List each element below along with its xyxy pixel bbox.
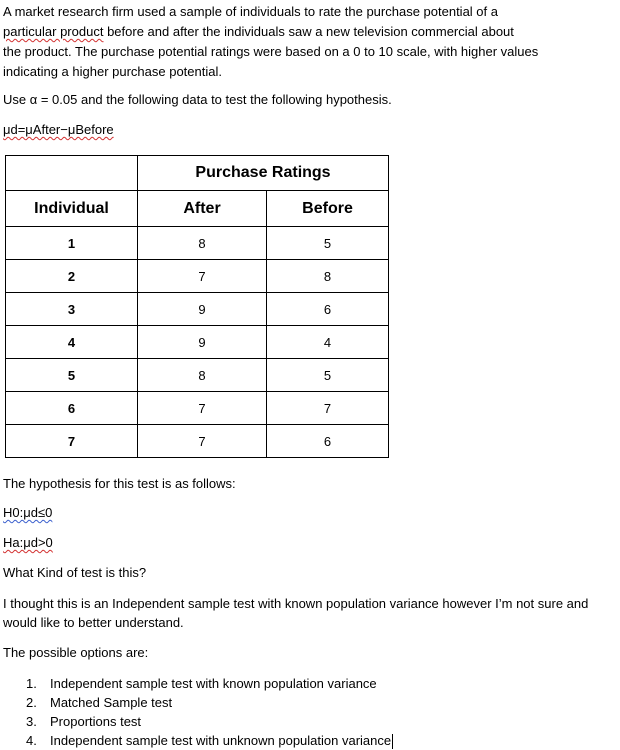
intro-line-1: A market research firm used a sample of individuals to rate the purchase potential of a	[3, 4, 498, 19]
cell-individual: 2	[6, 260, 138, 293]
cell-individual: 3	[6, 293, 138, 326]
table-title-row	[6, 156, 389, 191]
ratings-table	[5, 155, 389, 458]
cell-before: 6	[267, 293, 389, 326]
list-item-number: 3.	[26, 714, 37, 729]
intro-line-2-rest: before and after the individuals saw a new television commercial about	[103, 24, 514, 39]
options-intro: The possible options are:	[3, 645, 149, 660]
cell-after: 8	[138, 227, 267, 260]
text-cursor	[392, 734, 393, 749]
list-item	[0, 674, 393, 693]
alternative-hypothesis	[3, 533, 53, 553]
null-hypothesis	[3, 503, 52, 523]
header-before: Before	[267, 191, 389, 227]
table-row	[6, 260, 389, 293]
question-line: What Kind of test is this?	[3, 565, 147, 580]
cell-individual: 1	[6, 227, 138, 260]
intro-line-3: the product. The purchase potential ratings were based on a 0 to 10 scale, with higher values	[3, 44, 539, 59]
list-item	[0, 712, 393, 731]
options-list	[0, 674, 393, 750]
list-item-text: Independent sample test with unknown population variance	[50, 733, 392, 748]
hypothesis-intro: The hypothesis for this test is as follows:	[3, 476, 236, 491]
list-item-number: 2.	[26, 695, 37, 710]
cell-individual: 6	[6, 392, 138, 425]
table-corner-cell	[6, 156, 138, 191]
list-item-text: Proportions test	[50, 714, 142, 729]
cell-before: 6	[267, 425, 389, 458]
cell-after: 9	[138, 293, 267, 326]
table-row	[6, 293, 389, 326]
table-title: Purchase Ratings	[138, 156, 389, 191]
thought-line-2: would like to better understand.	[3, 615, 184, 630]
cell-after: 9	[138, 326, 267, 359]
list-item-number: 1.	[26, 676, 37, 691]
list-item	[0, 731, 393, 750]
cell-after: 7	[138, 425, 267, 458]
table-row	[6, 359, 389, 392]
header-after: After	[138, 191, 267, 227]
thought-line-1: I thought this is an Independent sample test with known population variance however I’m not sure and	[3, 596, 589, 611]
table-header-row	[6, 191, 389, 227]
cell-before: 5	[267, 227, 389, 260]
list-item	[0, 693, 393, 712]
list-item-text: Independent sample test with known population variance	[50, 676, 377, 691]
cell-before: 7	[267, 392, 389, 425]
alternative-hypothesis-text: Ha:μd>0	[3, 535, 53, 550]
null-hypothesis-text: H0:μd≤0	[3, 505, 53, 520]
intro-line-2	[3, 22, 514, 42]
table-row	[6, 326, 389, 359]
cell-individual: 4	[6, 326, 138, 359]
underlined-phrase: particular product	[3, 24, 104, 39]
alpha-line: Use α = 0.05 and the following data to test the following hypothesis.	[3, 92, 392, 107]
list-item-text: Matched Sample test	[50, 695, 173, 710]
header-individual: Individual	[6, 191, 138, 227]
cell-individual: 5	[6, 359, 138, 392]
list-item-number: 4.	[26, 733, 37, 748]
table-row	[6, 425, 389, 458]
intro-line-4: indicating a higher purchase potential.	[3, 64, 222, 79]
cell-after: 8	[138, 359, 267, 392]
cell-after: 7	[138, 392, 267, 425]
cell-before: 5	[267, 359, 389, 392]
cell-individual: 7	[6, 425, 138, 458]
table-row	[6, 392, 389, 425]
cell-after: 7	[138, 260, 267, 293]
mu-definition	[3, 120, 114, 140]
table-row	[6, 227, 389, 260]
cell-before: 4	[267, 326, 389, 359]
mu-definition-text: μd=μAfter−μBefore	[3, 122, 114, 137]
cell-before: 8	[267, 260, 389, 293]
